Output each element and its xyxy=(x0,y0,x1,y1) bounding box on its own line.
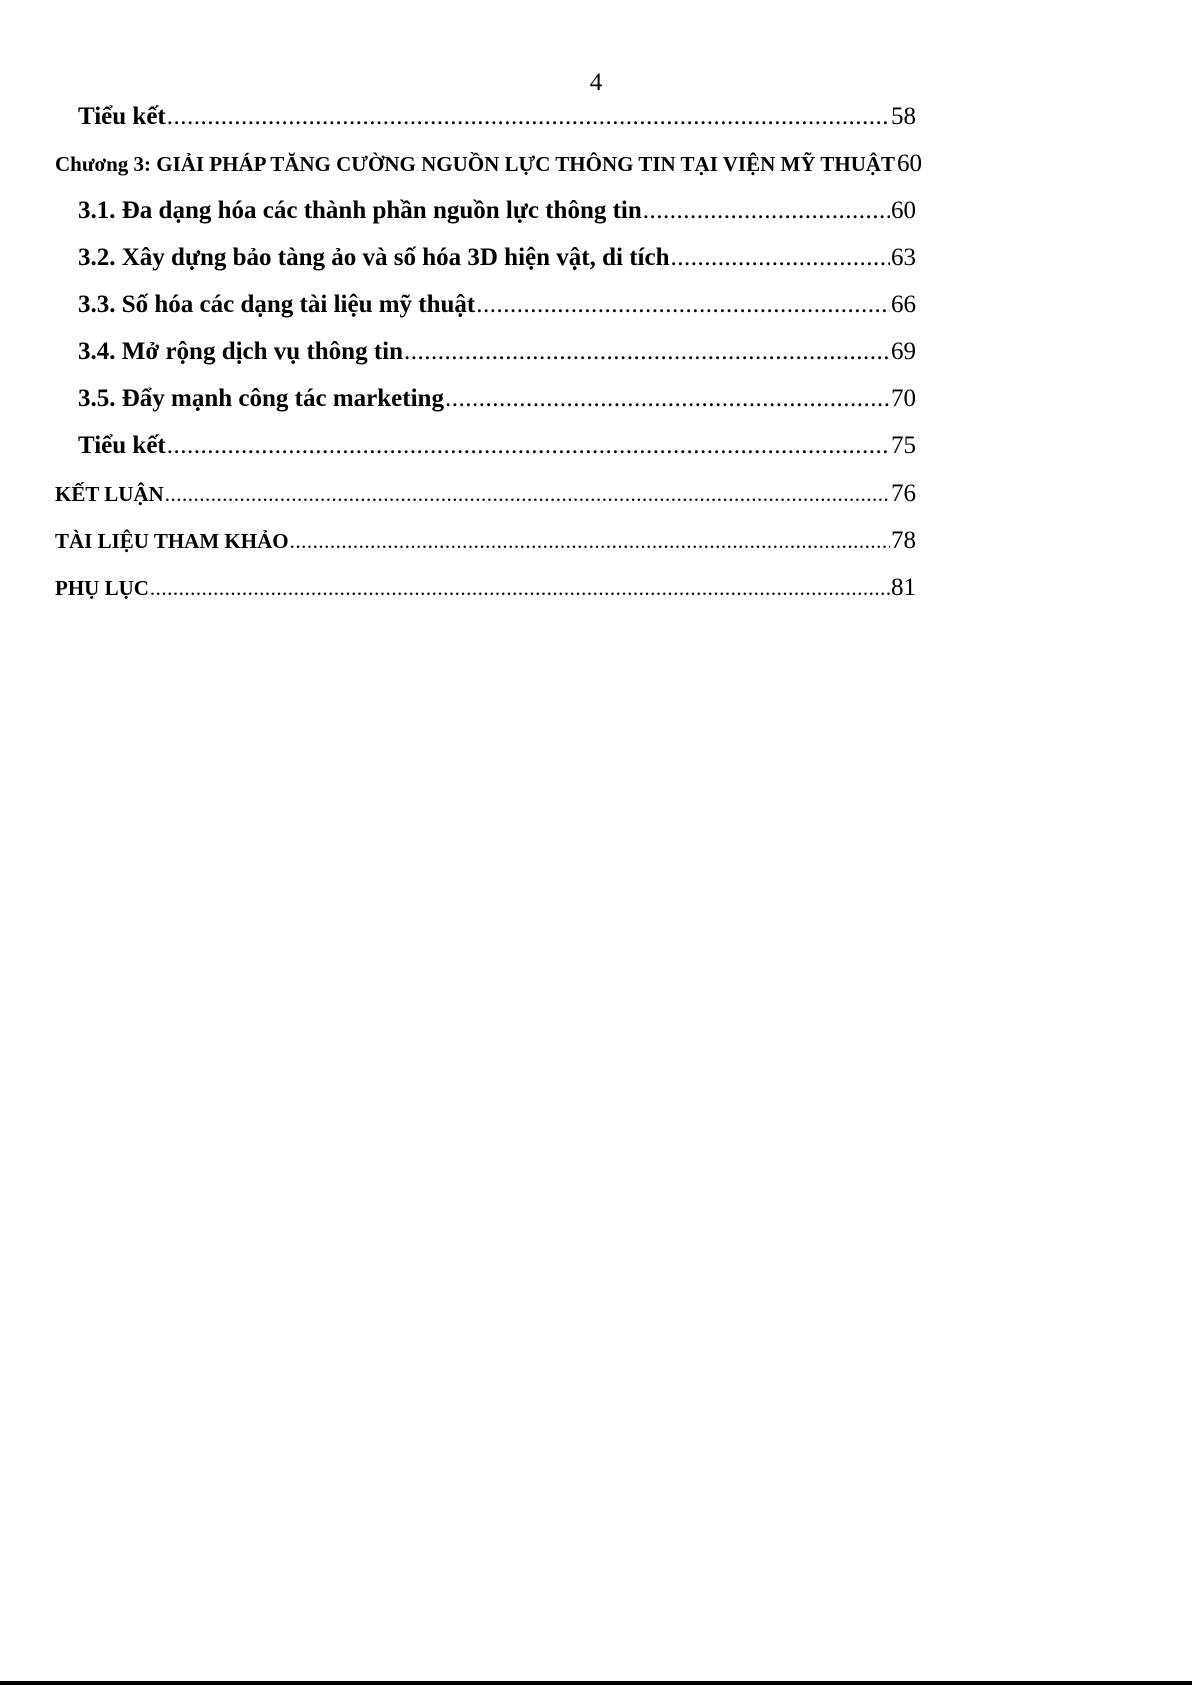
toc-entry-label: Tiểu kết xyxy=(78,103,166,130)
toc-entry-3-5[interactable] xyxy=(78,384,916,414)
toc-entry-page: 60 xyxy=(891,197,916,224)
toc-entry-page: 66 xyxy=(891,291,916,318)
toc-entry-page: 58 xyxy=(891,103,916,130)
toc-entry-label: 3.5. Đẩy mạnh công tác marketing xyxy=(78,385,444,412)
toc-entry-page: 76 xyxy=(891,480,916,507)
dot-leader xyxy=(445,384,890,414)
dot-leader xyxy=(167,102,890,132)
toc-entry-page: 81 xyxy=(891,574,916,601)
toc-entry-3-1[interactable] xyxy=(78,196,916,226)
toc-entry-label: Chương 3: GIẢI PHÁP TĂNG CƯỜNG NGUỒN LỰC THÔNG TIN TẠI VIỆN MỸ THUẬT xyxy=(55,152,896,176)
toc-entry-page: 60 xyxy=(897,150,923,177)
toc-entry-tieu-ket-chapter-2[interactable] xyxy=(78,102,916,132)
toc-entry-tieu-ket-chapter-3[interactable] xyxy=(78,431,916,461)
toc-entry-label: TÀI LIỆU THAM KHẢO xyxy=(55,529,289,553)
toc-entry-3-4[interactable] xyxy=(78,337,916,367)
page-number: 4 xyxy=(589,69,603,96)
dot-leader xyxy=(476,290,890,320)
toc-entry-label: 3.1. Đa dạng hóa các thành phần nguồn lực thông tin xyxy=(78,197,642,224)
dot-leader xyxy=(404,337,890,367)
toc-entry-label: KẾT LUẬN xyxy=(55,482,164,506)
dot-leader xyxy=(290,526,890,556)
toc-entry-phu-luc[interactable] xyxy=(55,573,916,603)
toc-entry-3-3[interactable] xyxy=(78,290,916,320)
toc-entry-chapter-3[interactable] xyxy=(55,149,1075,179)
dot-leader xyxy=(167,431,890,461)
toc-entry-label: Tiểu kết xyxy=(78,432,166,459)
dot-leader xyxy=(643,196,890,226)
dot-leader xyxy=(165,479,890,509)
toc-entry-ket-luan[interactable] xyxy=(55,479,916,509)
dot-leader xyxy=(150,573,890,603)
toc-entry-label: 3.2. Xây dựng bảo tàng ảo và số hóa 3D hiện vật, di tích xyxy=(78,244,670,271)
toc-entry-3-2[interactable] xyxy=(78,243,916,273)
toc-entry-label: PHỤ LỤC xyxy=(55,576,149,600)
dot-leader xyxy=(670,243,890,273)
toc-entry-page: 75 xyxy=(891,432,916,459)
toc-entry-page: 63 xyxy=(891,244,916,271)
toc-entry-label: 3.4. Mở rộng dịch vụ thông tin xyxy=(78,338,403,365)
toc-entry-page: 70 xyxy=(891,385,916,412)
toc-entry-tai-lieu-tham-khao[interactable] xyxy=(55,526,916,556)
toc-entry-page: 78 xyxy=(891,527,916,554)
page-bottom-border xyxy=(0,1681,1192,1685)
toc-entry-page: 69 xyxy=(891,338,916,365)
toc-entry-label: 3.3. Số hóa các dạng tài liệu mỹ thuật xyxy=(78,291,476,318)
